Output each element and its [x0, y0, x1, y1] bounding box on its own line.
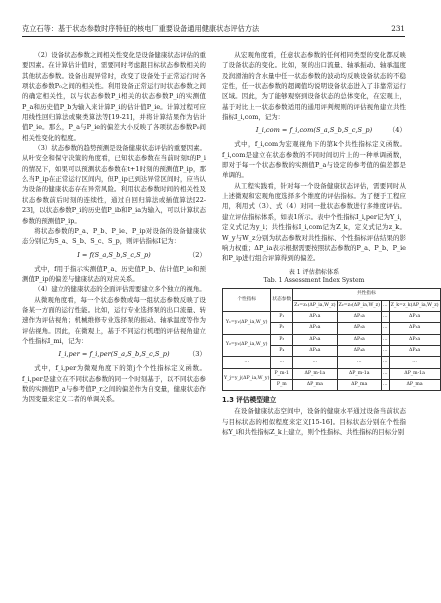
paragraph: 从微观角度看，每一个状态参数或每一组状态参数反映了设备某一方面的运行性能。比如，运行专业选择泵的出口流量、转速作为评估视角；机械维修专业选择泵的振动、轴承温度等作为评估视角。因此，在微观上，基于不同运行机理的评估视角建立个性指标I_mi，记为： [22, 295, 206, 345]
equation-3 [22, 348, 206, 360]
paragraph: 式中，f用于指示实测值P_a、历史值P_b、估计值P_ie和预测值P_ip的偏差与健康状态的对应关系。 [22, 264, 206, 283]
equation-number: （3） [188, 350, 206, 359]
table-cell: … [337, 357, 381, 368]
table-cell: ΔP₂a [337, 323, 381, 334]
table-cell: … [381, 346, 389, 357]
paragraph: 式中，f_i,per为微观角度下的第j个个性指标定义函数。f_i,per是建立在不同状态参数的同一个时刻基于，以不同状态参数的实测值P_a与参考值P_r之间的偏差作为自变量，健康状态作为因变量来定义二者的单调关系。 [22, 364, 206, 404]
table-cell: … [293, 357, 337, 368]
table-row [223, 368, 441, 379]
table-cell: ΔP_ma [389, 380, 440, 391]
table-header-cell: … [381, 300, 389, 311]
table-cell: ΔP₁a [337, 312, 381, 323]
equation-number: （4） [388, 126, 406, 135]
table-row [223, 334, 441, 345]
table-cell: … [381, 357, 389, 368]
table-cell: ΔP_m-1a [389, 368, 440, 379]
table-cell: P_m-1 [271, 368, 293, 379]
table-caption-en: Tab. 1 Assessment Index System [263, 276, 365, 284]
running-title: 克立石等：基于状态参数时序特征的核电厂重要设备通用健康状态评估方法 [22, 24, 260, 33]
table-cell: ΔP_ma [293, 380, 337, 391]
table-cell: P₄ [271, 346, 293, 357]
equation-body: I_i,per = f_i,per(S_a,S_b,S_c,S_p) [58, 350, 170, 359]
table-cell: ΔP₃a [389, 334, 440, 345]
table-caption-cn: 表 1 评估指标体系 [288, 268, 340, 276]
equation-2 [22, 249, 206, 261]
table-cell: … [381, 368, 389, 379]
table-cell: ΔP₃a [293, 334, 337, 345]
table-cell: ΔP₂a [389, 323, 440, 334]
table-cell: … [381, 334, 389, 345]
table-row [223, 357, 441, 368]
table-cell: ΔP₄a [337, 346, 381, 357]
table-header-cell: Z₁=z₁(ΔP_ia,W_z) [293, 300, 337, 311]
equation-4 [222, 124, 406, 136]
table-cell: Y₂=y₂(ΔP_ia,W_y) [223, 334, 271, 357]
table-cell: P_m [271, 380, 293, 391]
table-cell: … [381, 312, 389, 323]
table-header-cell: 状态参数 [271, 289, 293, 312]
page-header [22, 22, 405, 37]
table-header-cell: 个性指标 [223, 289, 271, 312]
table-cell: … [381, 323, 389, 334]
equation-body: I = f(S_a,S_b,S_c,S_p) [77, 250, 151, 259]
table-cell: ΔP₃a [337, 334, 381, 345]
right-column [222, 50, 439, 437]
page-number: 231 [391, 24, 405, 33]
paragraph: 从工程实践看，针对每一个设备健康状态评估，需要同时从上述微观和宏观角度选择多个维度的评估指标。为了便于工程应用，利用式（3）、式（4）对同一批状态参数进行多维度评估。建立评估指标体系，如表1所示。表中个性指标I_i,per记为Y_i，定义式记为y_i；共性指标I_i,com记为Z_k，定义式记为z_k。W_y与W_z分别为状态参数对共性指标、个性指标评估结果的影响力权重；ΔP_ia表示根据需要按照状态参数的P_a、P_b、P_ie和P_ip进行组合评算得到的偏差。 [222, 181, 406, 263]
table-cell: ΔP₄a [389, 346, 440, 357]
table-cell: … [389, 357, 440, 368]
table-cell: ΔP₄a [293, 346, 337, 357]
table-cell: … [381, 380, 389, 391]
table-cell: P₂ [271, 323, 293, 334]
paragraph: 将状态参数的P_a、P_b、P_ie、P_ip对设备的设备健康状态分别记为S_a、S_b、S_c、S_p，则评估指标I记为： [22, 226, 206, 246]
paragraph: （3）状态参数的趋势预测是设备健康状态评估的重要因素。从叶安全和保守决策的角度看，已知状态参数在当前时刻t的P_i的情况下，如果可以预测状态参数在t+1时刻的预测值P_ip，那么当P_ip在正常运行区间内，但P_ip已到达异常区间时，应当认为设备的健康状态存在异常风险。利用状态参数时间的相关性及状态参数前后时刻的连续性，通过自回归算法或插值算法[22-23]，以状态参数P_i的历史值P_ib和P_ia为输入，可以计算状态参数的预测值P_ip。 [22, 144, 206, 225]
table-cell: P₁ [271, 312, 293, 323]
table-cell: ΔP_ma [337, 380, 381, 391]
table-cell: Y₁=y₁(ΔP_ia,W_y) [223, 312, 271, 335]
table-cell: P₃ [271, 334, 293, 345]
table-cell: ΔP₁a [293, 312, 337, 323]
equation-number: （2） [188, 250, 206, 259]
table-cell: ΔP₂a [293, 323, 337, 334]
paragraph: 在设备健康状态空间中，设备的健康水平通过设备当前状态与目标状态的相似程度来定义[15-16]。目标状态分别在个性指标Y_i和共性指标Z_k上建立，则个性指标、共性指标的目标分别 [222, 407, 406, 437]
table-caption [222, 269, 406, 286]
paragraph: （4）建立的健康状态的全面评估需要建立多个独立的视角。 [34, 285, 206, 294]
equation-body: I_i,com = f_i,com(S_a,S_b,S_c,S_p) [255, 126, 373, 135]
table-header-cell: Z_k=z_k(ΔP_ia,W_z) [389, 300, 440, 311]
paragraph: （2）设备状态参数之间相关性变化是设备健康状态评估的重要因素。在计算估计值时，需要同时考虑跟目标状态参数相关的其他状态参数。设备出现异常时，改变了设备处于正常运行时各项状态参数P₀之间的相关性。利用设备正常运行时状态参数之间的确定相关性，以与状态参数P_i相关的状态参数P_i的实测值P_a和历史值P_b为输入来计算P_i的估计值P_ie。计算过程可应用线性回归算法或聚类算法等[19-21]，并将计算结果作为估计值P_ie。那么，P_a与P_ie的偏差大小反映了各项状态参数P₀间相关性变化的程度。 [22, 51, 206, 142]
table-cell: … [223, 357, 271, 368]
assessment-index-table [222, 288, 441, 391]
paragraph: 式中，f_i,com为宏观视角下的第k个共性指标定义函数。f_i,com是建立在状态参数的不同时间切片上的一种单调函数，即对于每一个状态参数的实测值P_a与设定的参考值的偏差都是单调的。 [222, 140, 406, 180]
table-cell: Y_j=y_j(ΔP_ia,W_y) [223, 368, 271, 391]
table-cell: … [271, 357, 293, 368]
paragraph: 从宏观角度看，任意状态参数的任何相同类型的变化都反映了设备状态的变化。比如，泵的出口流量、轴承振动、轴承温度及润滑油的含水量中任一状态参数的波动均反映设备状态的不稳定性，任一状态参数的超阈值均说明设备状态进入了非靠常运行区域。因此，为了能够观察到设备状态的总体变化，在宏观上，基于对比上一状态参数适用的通用评判规则的评估视角建立共性指标I_i,com，记为： [222, 51, 406, 122]
table-cell: ΔP₁a [389, 312, 440, 323]
table-row [223, 312, 441, 323]
left-column [22, 50, 206, 405]
table-header-cell: 共性指标 [293, 289, 440, 300]
table-header-cell: Z₂=z₂(ΔP_ia,W_z) [337, 300, 381, 311]
section-heading: 1.3 评估模型建立 [222, 396, 277, 405]
table-cell: ΔP_m-1a [293, 368, 337, 379]
table-cell: ΔP_m-1a [337, 368, 381, 379]
